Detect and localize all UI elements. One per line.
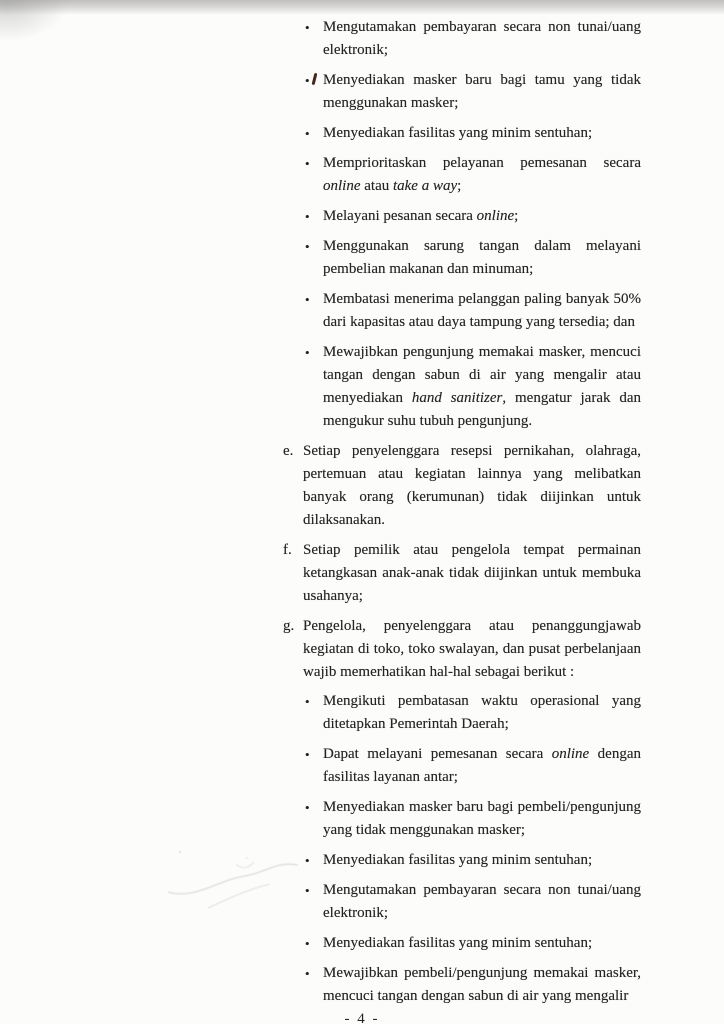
letter-marker: e. xyxy=(283,443,294,459)
bullet-text: Mewajibkan pengunjung memakai masker, mencuci tangan dengan sabun di air yang mengalir atau menyediakan hand sanitizer, mengatur jarak dan mengukur suhu tubuh pengunjung. xyxy=(323,344,642,429)
bullet-marker: • xyxy=(305,239,310,254)
lettered-item xyxy=(283,615,641,1015)
bullet-marker: • xyxy=(305,20,310,35)
letter-marker: g. xyxy=(283,618,295,634)
bullet-marker: • xyxy=(305,747,310,762)
letter-marker: f. xyxy=(283,542,292,558)
bullet-marker: • xyxy=(305,800,310,815)
lettered-item-body xyxy=(303,615,641,1015)
bullet-item xyxy=(305,690,641,736)
bullet-marker: • xyxy=(305,73,310,88)
bullet-marker: • xyxy=(305,694,310,709)
bullet-item xyxy=(305,235,641,281)
bullet-text: Menggunakan sarung tangan dalam melayani pembelian makanan dan minuman; xyxy=(323,238,641,277)
bullet-text: Menyediakan masker baru bagi pembeli/pengunjung yang tidak menggunakan masker; xyxy=(323,799,641,838)
bullet-list-continued xyxy=(283,16,641,433)
bullet-item xyxy=(305,879,641,925)
bullet-text: Mewajibkan pembeli/pengunjung memakai masker, mencuci tangan dengan sabun di air yang mengalir xyxy=(323,965,641,1004)
bullet-marker: • xyxy=(305,853,310,868)
bullet-text: Mengutamakan pembayaran secara non tunai/uang elektronik; xyxy=(323,882,641,921)
lettered-item-list xyxy=(283,440,641,1015)
bullet-item xyxy=(305,69,641,115)
bullet-item xyxy=(305,205,641,228)
bullet-text: Menyediakan fasilitas yang minim sentuhan; xyxy=(323,852,593,868)
bullet-text: Memprioritaskan pelayanan pemesanan secara online atau take a way; xyxy=(323,155,641,194)
lettered-item-body xyxy=(303,440,641,532)
italic-text: take a way xyxy=(392,178,458,194)
bullet-item xyxy=(305,962,641,1008)
bullet-item xyxy=(305,849,641,872)
bullet-text: Menyediakan masker baru bagi tamu yang tidak menggunakan masker; xyxy=(323,72,641,111)
bullet-text: Menyediakan fasilitas yang minim sentuhan; xyxy=(323,125,593,141)
bullet-item xyxy=(305,16,641,62)
lettered-item-text: Setiap pemilik atau pengelola tempat permainan ketangkasan anak-anak tidak diijinkan untuk membuka usahanya; xyxy=(303,542,641,604)
lettered-item xyxy=(283,539,641,608)
bullet-text: Mengikuti pembatasan waktu operasional yang ditetapkan Pemerintah Daerah; xyxy=(323,693,641,732)
bullet-item xyxy=(305,796,641,842)
bullet-text: Membatasi menerima pelanggan paling banyak 50% dari kapasitas atau daya tampung yang tersedia; dan xyxy=(323,291,641,330)
lettered-item xyxy=(283,440,641,532)
bullet-item xyxy=(305,122,641,145)
bullet-marker: • xyxy=(305,156,310,171)
scan-edge-artifact xyxy=(0,0,724,15)
document-body xyxy=(283,16,641,1022)
bullet-marker: • xyxy=(305,209,310,224)
bullet-item xyxy=(305,341,641,433)
scan-corner-shadow xyxy=(0,0,70,42)
bullet-item xyxy=(305,152,641,198)
bullet-marker: • xyxy=(305,345,310,360)
bullet-text: Menyediakan fasilitas yang minim sentuhan; xyxy=(323,935,593,951)
italic-text: online xyxy=(476,208,515,224)
lettered-item-text: Setiap penyelenggara resepsi pernikahan, olahraga, pertemuan atau kegiatan lainnya yang melibatkan banyak orang (kerumunan) tidak diijinkan untuk dilaksanakan. xyxy=(303,443,641,528)
sub-bullet-list xyxy=(303,690,641,1008)
bullet-marker: • xyxy=(305,126,310,141)
bullet-text: Mengutamakan pembayaran secara non tunai/uang elektronik; xyxy=(323,19,641,58)
bullet-marker: • xyxy=(305,966,310,981)
page-number: - 4 - xyxy=(344,1011,380,1024)
pencil-smudge-artifact xyxy=(150,828,320,938)
italic-text: online xyxy=(323,178,361,194)
bullet-item xyxy=(305,288,641,334)
lettered-item-body xyxy=(303,539,641,608)
bullet-text: Melayani pesanan secara online; xyxy=(323,208,519,224)
bullet-text: Dapat melayani pemesanan secara online dengan fasilitas layanan antar; xyxy=(323,746,641,785)
bullet-item xyxy=(305,743,641,789)
bullet-marker: • xyxy=(305,936,310,951)
bullet-marker: • xyxy=(305,883,310,898)
lettered-item-text: Pengelola, penyelenggara atau penanggungjawab kegiatan di toko, toko swalayan, dan pusat perbelanjaan wajib memerhatikan hal-hal sebagai berikut : xyxy=(303,618,641,680)
italic-text: hand sanitizer xyxy=(411,390,503,406)
bullet-item xyxy=(305,932,641,955)
bullet-marker: • xyxy=(305,292,310,307)
italic-text: online xyxy=(551,746,590,762)
